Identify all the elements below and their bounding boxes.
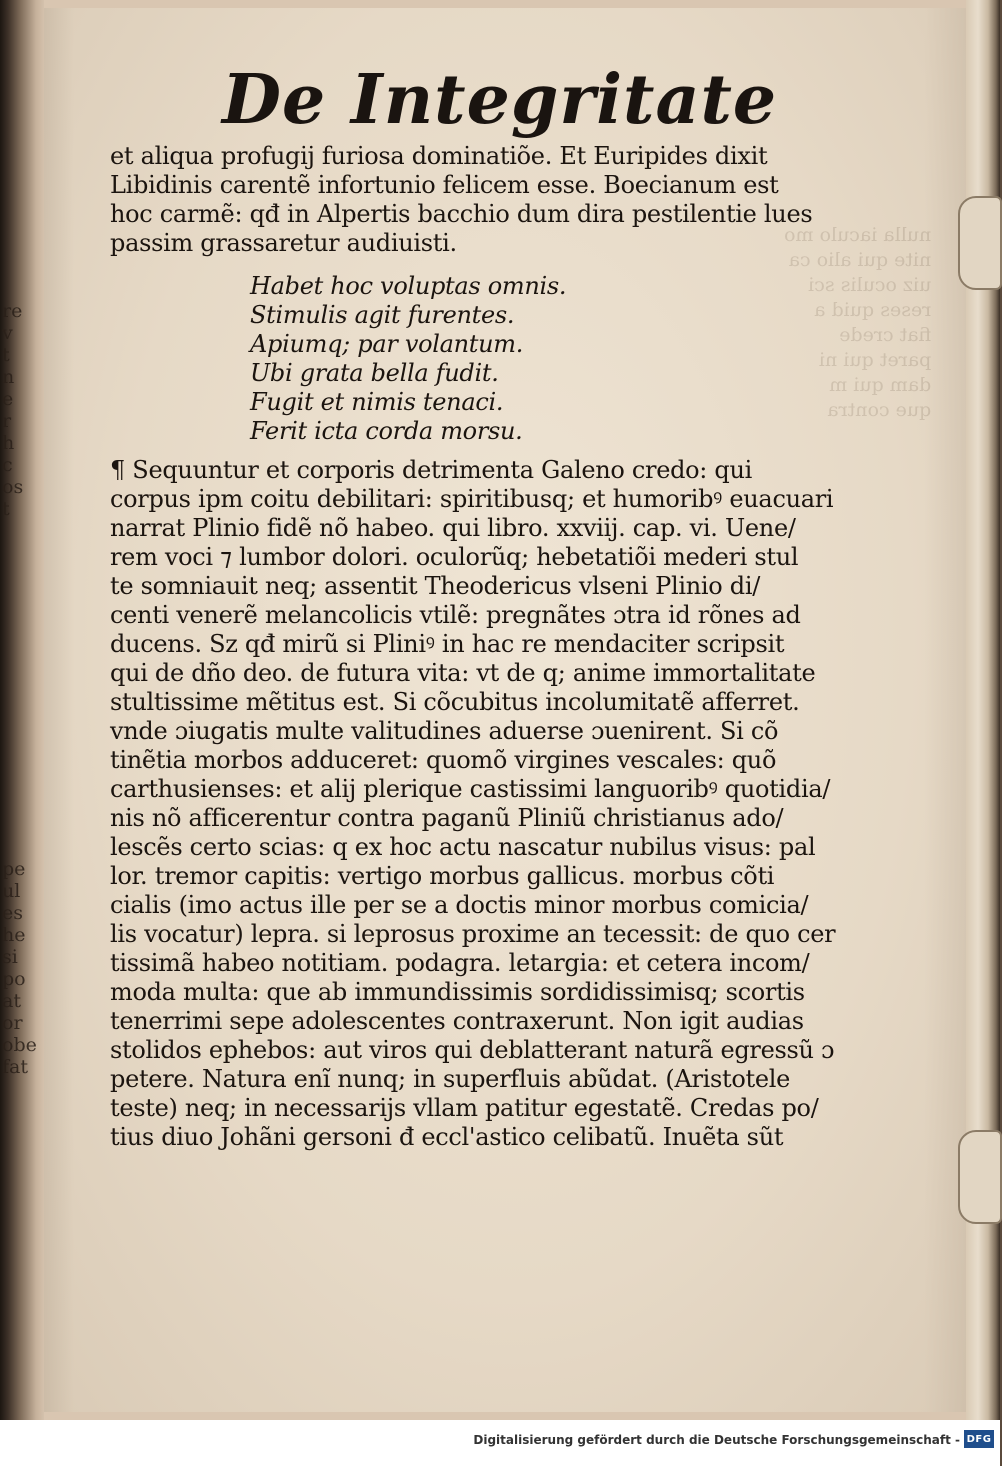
page-tab-lower — [958, 1130, 1002, 1224]
text-line: stolidos ephebos: aut viros qui deblatterant naturã egressũ ɔ — [110, 1036, 835, 1064]
text-line: passim grassaretur audiuisti. — [110, 229, 457, 257]
show-through-text: nulla iaculo mo nite qui alio ca uiz oculis sci reses quid a fiat crede paret qui ni dam qui m que contra — [784, 224, 932, 421]
verse-line: Fugit et nimis tenaci. — [250, 388, 504, 416]
text-line: hoc carmẽ: qđ in Alpertis bacchio dum dira pestilentie lues — [110, 200, 813, 228]
text-line: narrat Plinio fidẽ nõ habeo. qui libro. xxviij. cap. vi. Uene/ — [110, 514, 796, 542]
dfg-logo: DFG — [964, 1430, 994, 1448]
verse-line: Ferit icta corda morsu. — [250, 417, 523, 445]
text-line: stultissime mẽtitus est. Si cõcubitus incolumitatẽ afferret. — [110, 688, 800, 716]
page-tab-upper — [958, 196, 1002, 290]
digitization-footer — [0, 1420, 1000, 1466]
verse-line: Stimulis agit furentes. — [250, 301, 515, 329]
text-line: centi venerẽ melancolicis vtilẽ: pregnãtes ɔtra id rõnes ad — [110, 601, 801, 629]
text-line: ducens. Sz qđ mirũ si Pliniꝰ in hac re mendaciter scripsit — [110, 630, 785, 658]
text-line: et aliqua profugij furiosa dominatiõe. Et Euripides dixit — [110, 142, 768, 170]
text-line: lor. tremor capitis: vertigo morbus gallicus. morbus cõti — [110, 862, 775, 890]
text-line: qui de dño deo. de futura vita: vt de q; anime immortalitate — [110, 659, 816, 687]
text-line: teste) neq; in necessarijs vllam patitur egestatẽ. Credas po/ — [110, 1094, 819, 1122]
text-line: lescẽs certo scias: q ex hoc actu nascatur nubilus visus: pal — [110, 833, 816, 861]
text-line: tinẽtia morbos adduceret: quomõ virgines vescales: quõ — [110, 746, 777, 774]
text-line: Libidinis carentẽ infortunio felicem esse. Boecianum est — [110, 171, 779, 199]
text-line: moda multa: que ab immundissimis sordidissimisq; scortis — [110, 978, 805, 1006]
facing-page-fragment-upper: re v t n e r h c os t — [2, 300, 24, 520]
text-line: tissimã habeo notitiam. podagra. letargia: et cetera incom/ — [110, 949, 810, 977]
text-line: cialis (imo actus ille per se a doctis minor morbus comicia/ — [110, 891, 809, 919]
text-line: petere. Natura enĩ nunq; in superfluis abũdat. (Aristotele — [110, 1065, 791, 1093]
text-line: nis nõ afficerentur contra paganũ Pliniũ christianus ado/ — [110, 804, 784, 832]
verse-line: Habet hoc voluptas omnis. — [250, 272, 567, 300]
text-line: carthusienses: et alij plerique castissimi languoribꝰ quotidia/ — [110, 775, 831, 803]
funding-notice: Digitalisierung gefördert durch die Deutsche Forschungsgemeinschaft - — [473, 1433, 960, 1447]
text-line: ¶ Sequuntur et corporis detrimenta Galeno credo: qui — [110, 456, 753, 484]
text-line: te somniauit neq; assentit Theodericus vlseni Plinio di/ — [110, 572, 761, 600]
text-line: vnde ɔiugatis multe valitudines aduerse ɔuenirent. Si cõ — [110, 717, 779, 745]
verse-line: Apiumq; par volantum. — [250, 330, 524, 358]
text-line: rem voci ⁊ lumbor dolori. oculorũq; hebetatiõi mederi stul — [110, 543, 799, 571]
facing-page-edge — [0, 0, 44, 1420]
verse-line: Ubi grata bella fudit. — [250, 359, 499, 387]
text-line: tius diuo Johãni gersoni đ eccl'astico celibatũ. Inuẽta sũt — [110, 1123, 784, 1151]
text-line: tenerrimi sepe adolescentes contraxerunt. Non igit audias — [110, 1007, 804, 1035]
text-line: corpus ipm coitu debilitari: spiritibusq; et humoribꝰ euacuari — [110, 485, 834, 513]
facing-page-fragment-lower: pe ul es he si po at or obe fat — [2, 858, 37, 1078]
text-line: lis vocatur) lepra. si leprosus proxime an tecessit: de quo cer — [110, 920, 836, 948]
page-title: De Integritate — [222, 60, 778, 140]
